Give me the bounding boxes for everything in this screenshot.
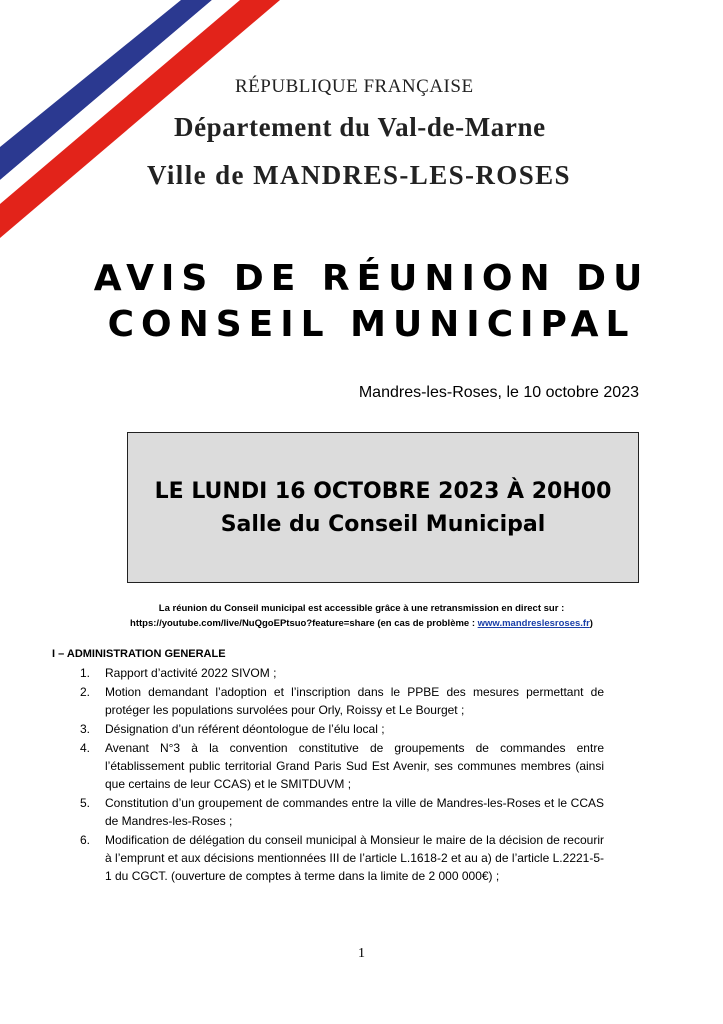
agenda-item-number: 2. [80,685,91,699]
meeting-location: Salle du Conseil Municipal [220,511,546,537]
agenda-item-number: 6. [80,833,91,847]
meeting-box [127,432,639,583]
agenda-item-text: Modification de délégation du conseil municipal à Monsieur le maire de la décision de recourir à l’emprunt et aux décisions mentionnées III de l’article L.1618-2 et au a) de l’article L.2221-5-1 du CGCT. (ouverture de comptes à terme dans la limite de 2 000 000€) ; [105,833,604,883]
ville-heading: Ville de MANDRES-LES-ROSES [147,160,571,190]
broadcast-url-close: ) [589,618,593,629]
agenda-item-number: 4. [80,741,91,755]
agenda-item-text: Constitution d’un groupement de commandes entre la ville de Mandres-les-Roses et le CCAS de Mandres-les-Roses ; [105,796,604,828]
agenda-item [80,831,604,885]
agenda-item-number: 5. [80,796,91,810]
agenda-item-number: 3. [80,722,91,736]
website-link[interactable]: www.mandreslesroses.fr [477,618,590,629]
meeting-datetime: LE LUNDI 16 OCTOBRE 2023 À 20H00 [154,478,612,504]
agenda-item-text: Désignation d’un référent déontologue de l’élu local ; [105,722,385,736]
agenda-item [80,739,604,793]
agenda-item-text: Rapport d’activité 2022 SIVOM ; [105,666,277,680]
page-title [0,256,723,348]
broadcast-notice-line: La réunion du Conseil municipal est accessible grâce à une retransmission en direct sur : [158,603,565,614]
broadcast-notice [0,601,723,631]
agenda-item-number: 1. [80,666,91,680]
place-date: Mandres-les-Roses, le 10 octobre 2023 [358,384,639,401]
departement-heading: Département du Val-de-Marne [174,112,546,142]
agenda-list [80,664,604,886]
agenda-item-text: Motion demandant l’adoption et l’inscription dans le PPBE des mesures permettant de protéger les populations survolées pour Orly, Roissy et Le Bourget ; [105,685,604,717]
broadcast-url-line [0,616,723,631]
broadcast-url: https://youtube.com/live/NuQgoEPtsuo?feature=share (en cas de problème : [130,618,478,629]
agenda-item-text: Avenant N°3 à la convention constitutive de groupements de commandes entre l’établissement public territorial Grand Paris Sud Est Avenir, ses communes membres (ainsi que certains de leur CCAS) et le SMITDUVM ; [105,741,604,791]
agenda-item [80,683,604,719]
page-number: 1 [358,946,365,961]
agenda-item [80,794,604,830]
section-heading: I – ADMINISTRATION GENERALE [52,648,226,660]
title-line-1: AVIS DE RÉUNION DU [93,258,650,299]
republique-heading: RÉPUBLIQUE FRANÇAISE [235,76,474,97]
agenda-item [80,664,604,682]
title-line-2: CONSEIL MUNICIPAL [107,304,636,345]
agenda-item [80,720,604,738]
